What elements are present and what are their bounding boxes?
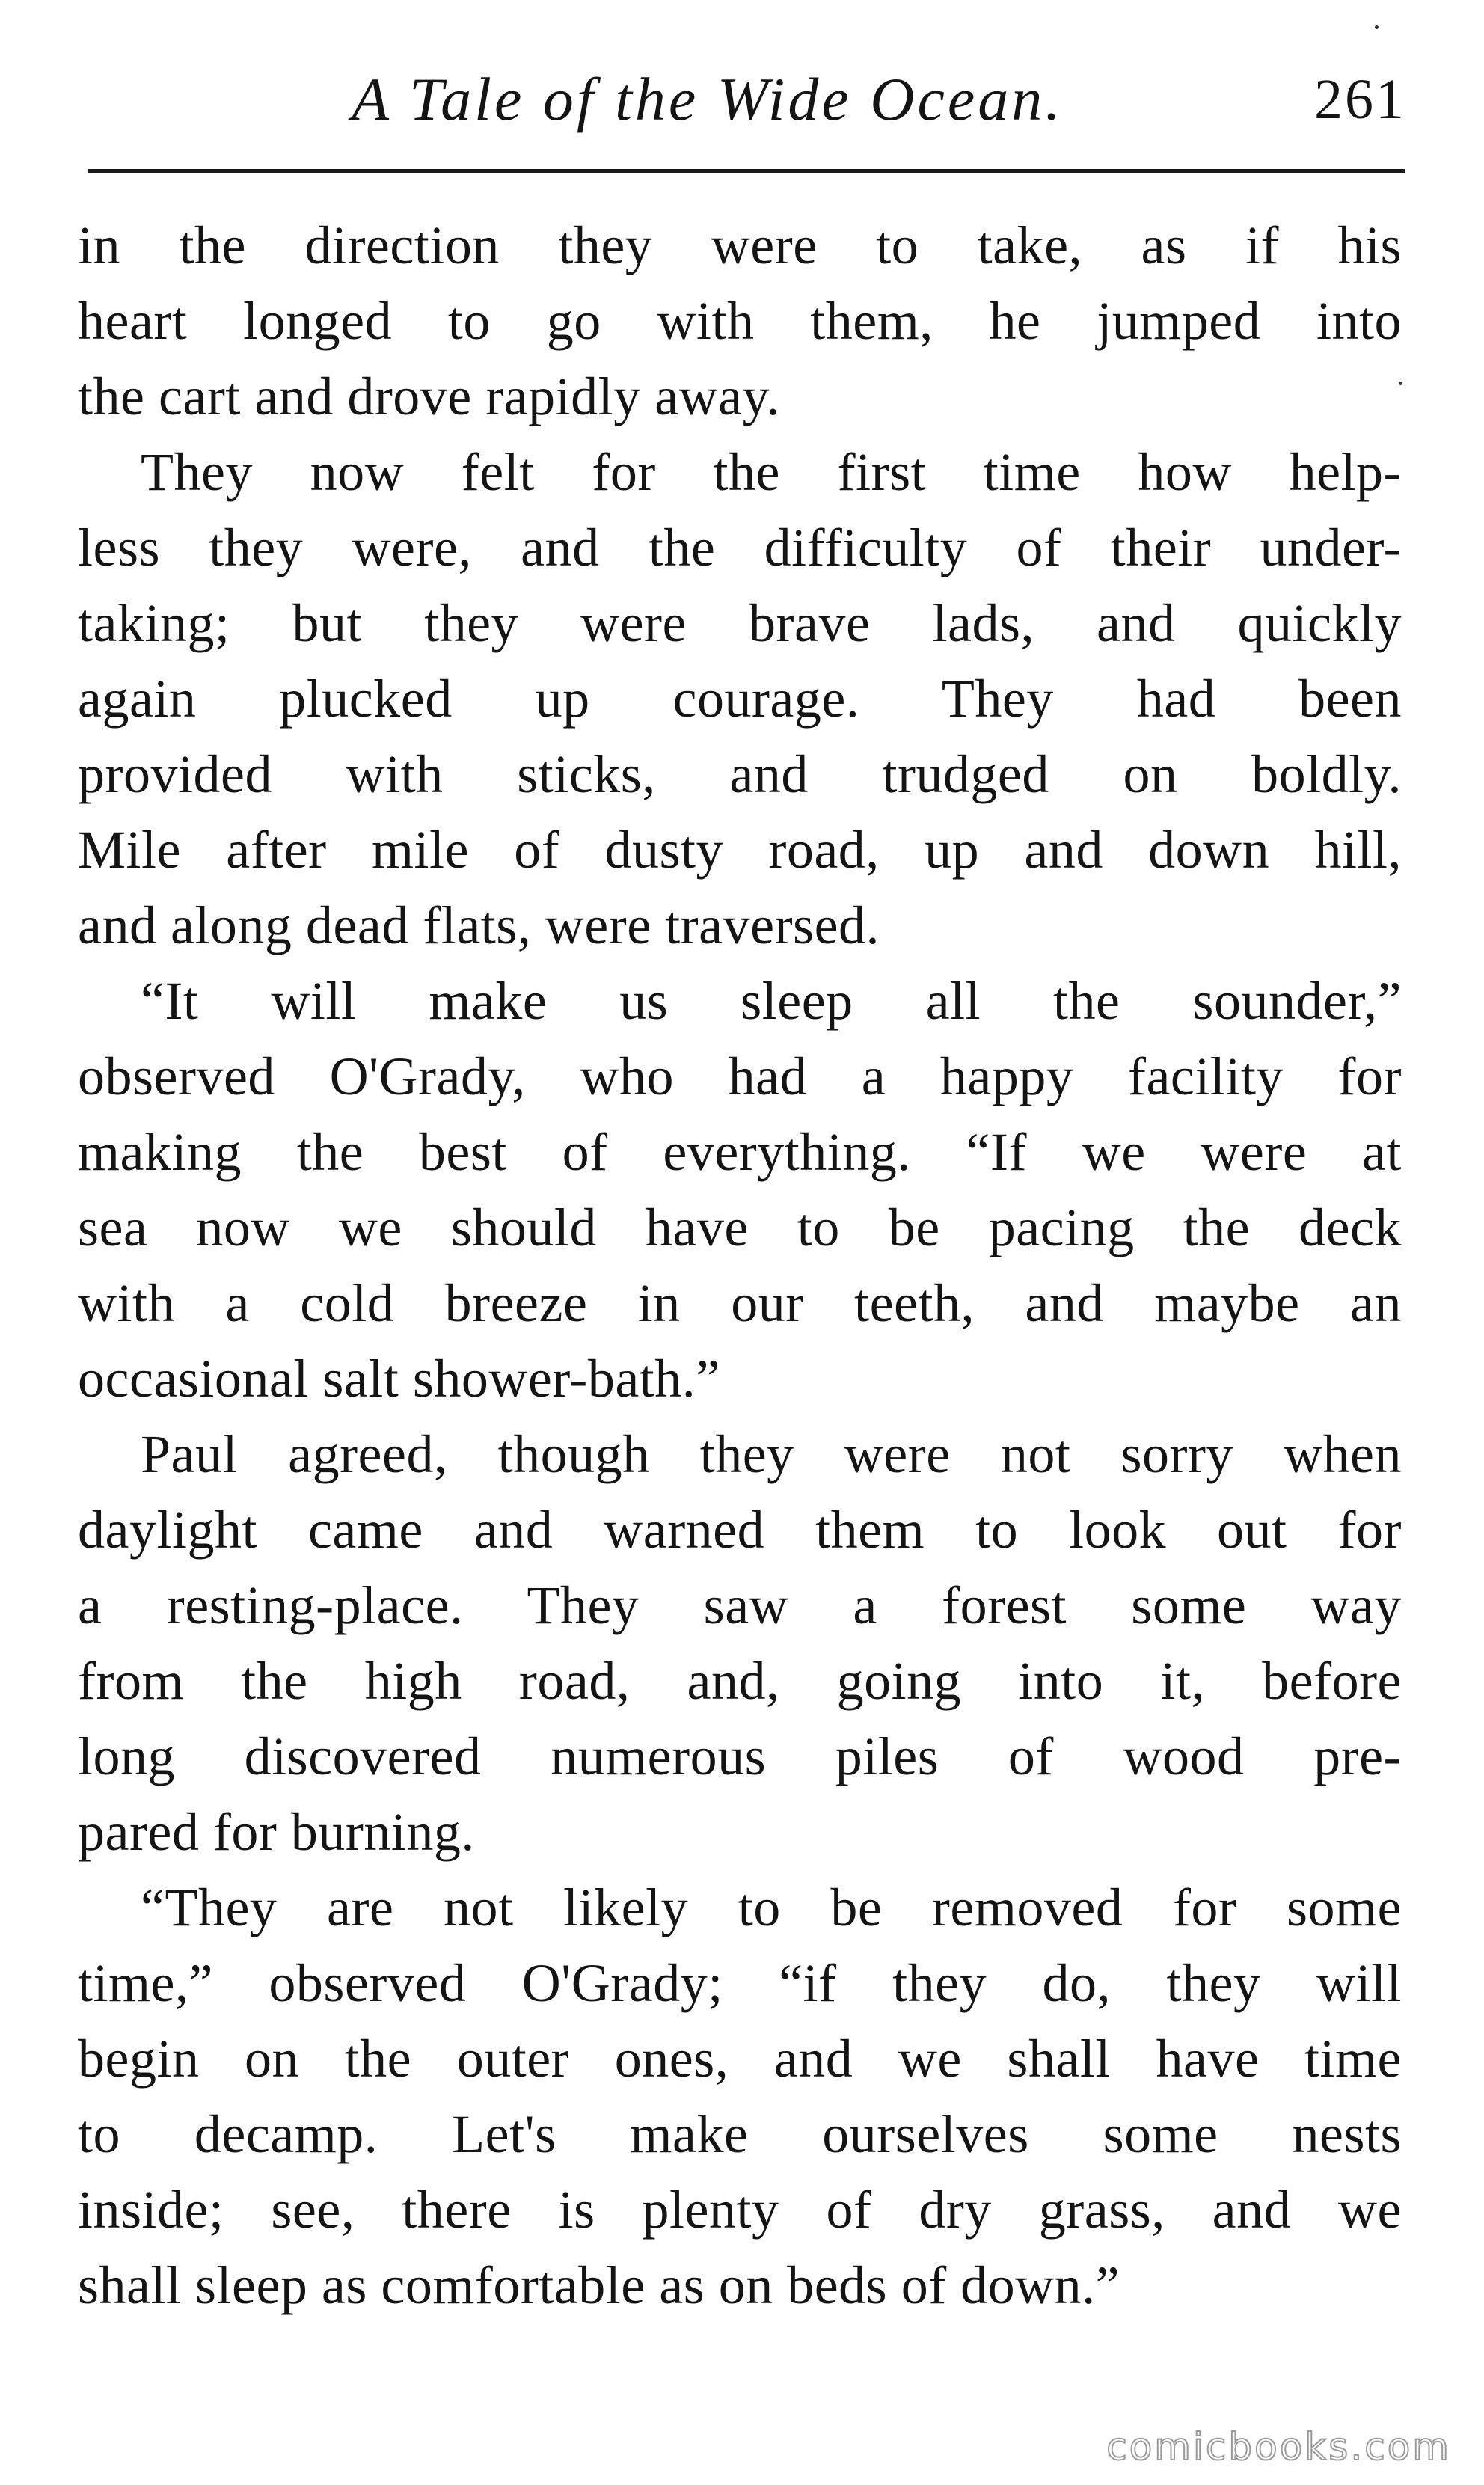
text-line: making the best of everything. “If we were at [78, 1122, 1402, 1182]
text-line: observed O'Grady, who had a happy facility for [78, 1047, 1402, 1106]
text-line: They now felt for the first time how help- [141, 442, 1402, 502]
text-line: with a cold breeze in our teeth, and maybe an [78, 1273, 1402, 1333]
text-line: less they were, and the difficulty of their under- [78, 518, 1402, 577]
text-line: again plucked up courage. They had been [78, 669, 1402, 729]
text-line: Mile after mile of dusty road, up and down hill, [78, 820, 1402, 880]
text-line: the cart and drove rapidly away. [78, 367, 780, 426]
text-line: “They are not likely to be removed for some [141, 1878, 1402, 1937]
print-speck [1399, 382, 1402, 385]
text-line: and along dead flats, were traversed. [78, 895, 880, 955]
text-line: occasional salt shower-bath.” [78, 1349, 720, 1409]
text-line: a resting-place. They saw a forest some way [78, 1575, 1402, 1635]
watermark-logo: comicbooks.com [1106, 2425, 1451, 2469]
text-line: heart longed to go with them, he jumped into [78, 291, 1402, 351]
print-speck [1375, 25, 1379, 29]
text-line: inside; see, there is plenty of dry grass, and we [78, 2180, 1402, 2240]
text-line: “It will make us sleep all the sounder,” [141, 971, 1402, 1031]
text-line: from the high road, and, going into it, before [78, 1651, 1402, 1711]
text-line: shall sleep as comfortable as on beds of down.” [78, 2255, 1120, 2315]
text-line: to decamp. Let's make ourselves some nests [78, 2104, 1402, 2164]
text-line: begin on the outer ones, and we shall have time [78, 2029, 1402, 2089]
page-number: 261 [1314, 68, 1406, 131]
running-title: A Tale of the Wide Ocean. [352, 65, 1064, 133]
page-header [75, 58, 1406, 141]
text-line: daylight came and warned them to look out for [78, 1500, 1402, 1560]
text-line: pared for burning. [78, 1802, 475, 1862]
text-line: provided with sticks, and trudged on boldly. [78, 744, 1402, 804]
text-line: Paul agreed, though they were not sorry when [141, 1424, 1402, 1484]
text-line: taking; but they were brave lads, and quickly [78, 593, 1402, 653]
text-line: in the direction they were to take, as if his [78, 215, 1402, 275]
text-line: sea now we should have to be pacing the deck [78, 1198, 1402, 1257]
text-line: long discovered numerous piles of wood pre- [78, 1726, 1402, 1786]
header-rule [88, 169, 1405, 173]
body-text [78, 208, 1402, 2323]
text-line: time,” observed O'Grady; “if they do, they will [78, 1953, 1402, 2013]
